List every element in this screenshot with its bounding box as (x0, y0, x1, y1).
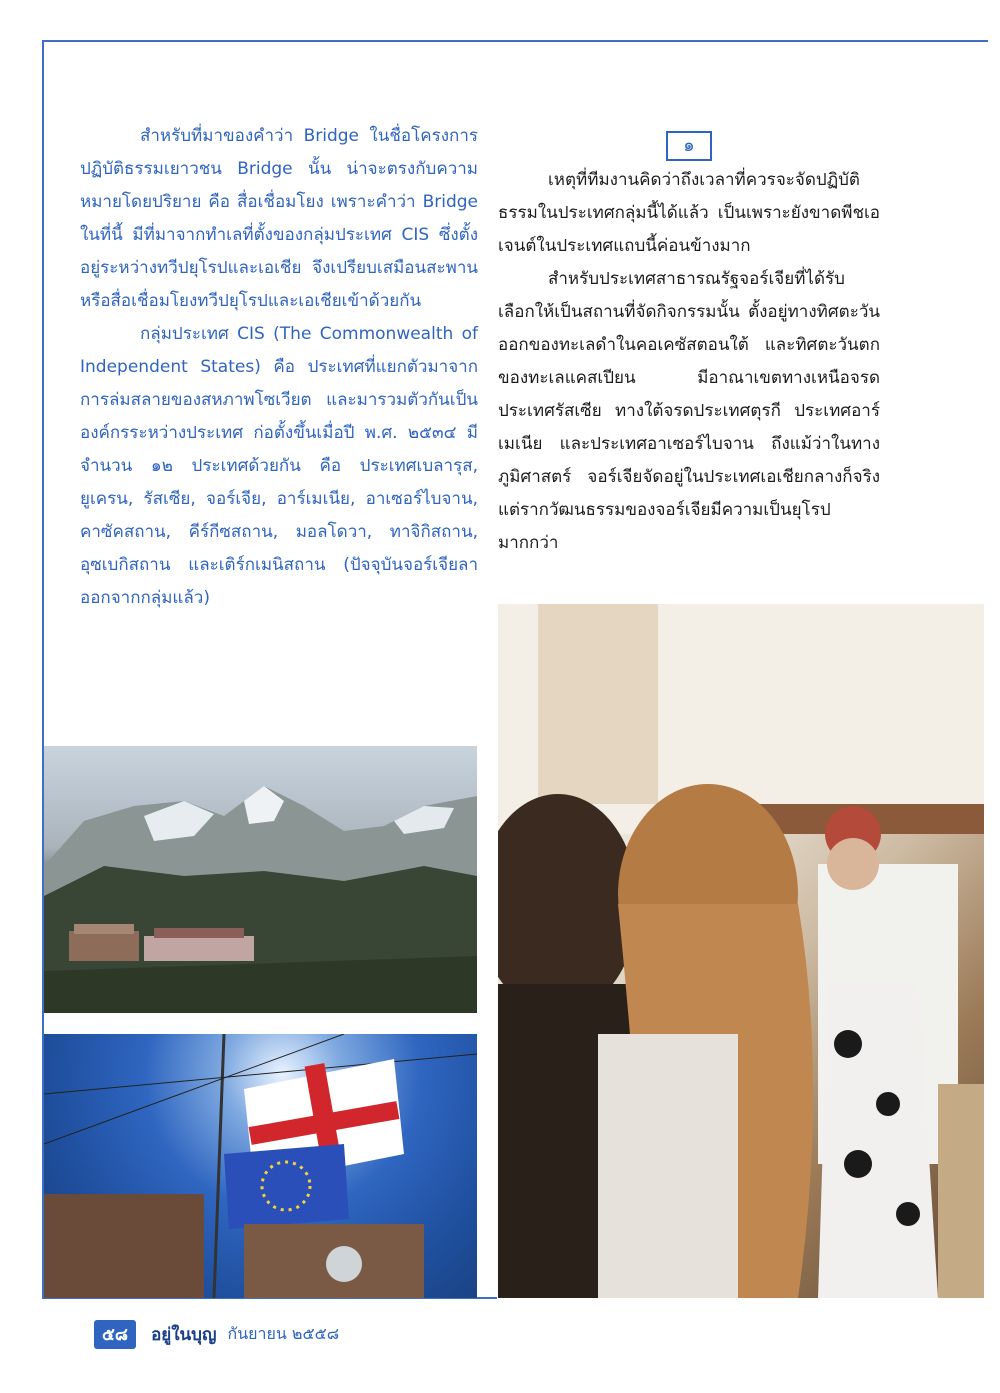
chapter-number-marker: ๑ (666, 131, 712, 161)
page-footer (94, 1320, 339, 1346)
left-column-text (80, 120, 478, 615)
flags-illustration (44, 1034, 477, 1298)
left-paragraph-2: กลุ่มประเทศ CIS (The Commonwealth of Independent States) คือ ประเทศที่แยกตัวมาจากการล่มสลายของสหภาพโซเวียต และมารวมตัวกันเป็นองค์กรระหว่างประเทศ ก่อตั้งขึ้นเมื่อปี พ.ศ. ๒๕๓๔ มีจำนวน ๑๒ ประเทศด้วยกัน คือ ประเทศเบลารุส, ยูเครน, รัสเซีย, จอร์เจีย, อาร์เมเนีย, อาเซอร์ไบจาน, คาซัคสถาน, คีร์กีซสถาน, มอลโดวา, ทาจิกิสถาน, อุซเบกิสถาน และเติร์กเมนิสถาน (ปัจจุบันจอร์เจียลาออกจากกลุ่มแล้ว) (80, 324, 478, 608)
meditation-participants-photo (498, 604, 984, 1298)
page-number: ๕๘ (94, 1320, 136, 1349)
left-paragraph-1: สำหรับที่มาของคำว่า Bridge ในชื่อโครงการปฏิบัติธรรมเยาวชน Bridge นั้น น่าจะตรงกับความหมายโดยปริยาย คือ สื่อเชื่อมโยง เพราะคำว่า Bridge ในที่นี้ มีที่มาจากทำเลที่ตั้งของกลุ่มประเทศ CIS ซึ่งตั้งอยู่ระหว่างทวีปยุโรปและเอเชีย จึงเปรียบเสมือนสะพานหรือสื่อเชื่อมโยงทวีปยุโรปและเอเชียเข้าด้วยกัน (80, 126, 478, 311)
people-illustration (498, 604, 984, 1298)
mountain-illustration (44, 746, 477, 1013)
magazine-title: อยู่ในบุญ (151, 1325, 217, 1345)
mountain-village-photo (44, 746, 477, 1013)
flags-photo (44, 1034, 477, 1298)
frame-top-line (42, 40, 988, 42)
right-column-text (498, 164, 880, 560)
right-paragraph-2: สำหรับประเทศสาธารณรัฐจอร์เจียที่ได้รับเลือกให้เป็นสถานที่จัดกิจกรรมนั้น ตั้งอยู่ทางทิศตะวันออกของทะเลดำในคอเคซัสตอนใต้ และทิศตะวันตกของทะเลแคสเปียน มีอาณาเขตทางเหนือจรดประเทศรัสเซีย ทางใต้จรดประเทศตุรกี ประเทศอาร์เมเนีย และประเทศอาเซอร์ไบจาน ถึงแม้ว่าในทางภูมิศาสตร์ จอร์เจียจัดอยู่ในประเทศเอเชียกลางก็จริง แต่รากวัฒนธรรมของจอร์เจียมีความเป็นยุโรปมากกว่า (498, 269, 880, 553)
right-paragraph-1: เหตุที่ทีมงานคิดว่าถึงเวลาที่ควรจะจัดปฏิบัติธรรมในประเทศกลุ่มนี้ได้แล้ว เป็นเพราะยังขาดพีชเอเจนต์ในประเทศแถบนี้ค่อนข้างมาก (498, 170, 880, 256)
issue-date: กันยายน ๒๕๕๘ (227, 1324, 340, 1343)
